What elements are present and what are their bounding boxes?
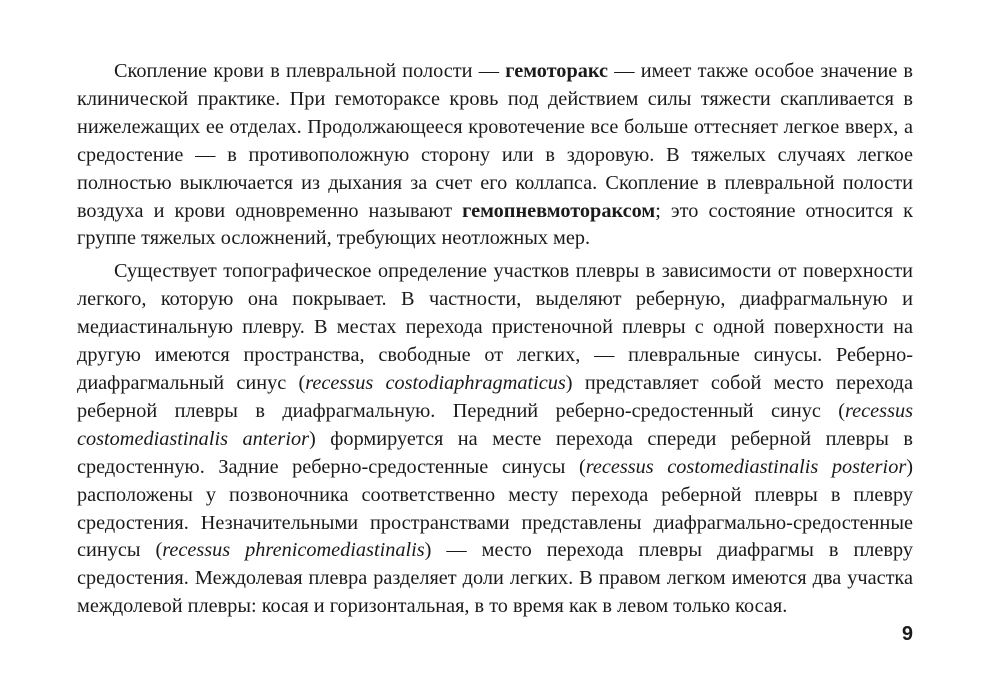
latin-term: recessus costodiaphragmaticus <box>305 371 566 394</box>
paragraph-pleural-sinuses <box>77 258 913 621</box>
text-run: ) формируется на месте перехода спереди реберной плевры в средостенную. Задние реберно-средостенные синусы ( <box>77 427 913 478</box>
latin-term: recessus costomediastinalis anterior <box>77 399 913 450</box>
page-number: 9 <box>901 623 913 645</box>
bold-term: гемоторакс <box>505 60 609 82</box>
paragraph-hemothorax <box>77 58 913 253</box>
text-run: Существует топографическое определение участков плевры в зависимости от поверхности легкого, которую она покрывает. В частности, выделяют реберную, диафрагмальную и медиастинальную плевру. В местах перехода пристеночной плевры с одной поверхности на другую имеются пространства, свободные от легких, — плевральные синусы. Реберно-диафрагмальный синус ( <box>77 260 913 394</box>
text-run: ; это состояние относится к группе тяжелых осложнений, требующих неотложных мер. <box>77 199 914 250</box>
text-run: ) — место перехода плевры диафрагмы в плевру средостения. Междолевая плевра разделяет доли легких. В правом легком имеются два участка междолевой плевры: косая и горизонтальная, в то время как в левом только косая. <box>77 539 914 618</box>
text-run: Скопление крови в плевральной полости — <box>114 60 506 82</box>
text-run: — имеет также особое значение в клинической практике. При гемотораксе кровь под действием силы тяжести скапливается в нижележащих ее отделах. Продолжающееся кровотечение все больше оттесняет легкое вверх, а средостение — в противоположную сторону или в здоровую. В тяжелых случаях легкое полностью выключается из дыхания за счет его коллапса. Скопление в плевральной полости воздуха и крови одновременно называют <box>77 60 913 222</box>
body-text <box>77 58 913 626</box>
text-run: ) расположены у позвоночника соответственно месту перехода реберной плевры в плевру средостения. Незначительными пространствами представлены диафрагмально-средостенные синусы ( <box>77 455 913 562</box>
text-run: ) представляет собой место перехода реберной плевры в диафрагмальную. Передний реберно-средостенный синус ( <box>77 371 913 422</box>
latin-term: recessus phrenicomediastinalis <box>162 539 425 562</box>
latin-term: recessus costomediastinalis posterior <box>585 455 907 478</box>
bold-term: гемопневмотораксом <box>462 199 656 222</box>
